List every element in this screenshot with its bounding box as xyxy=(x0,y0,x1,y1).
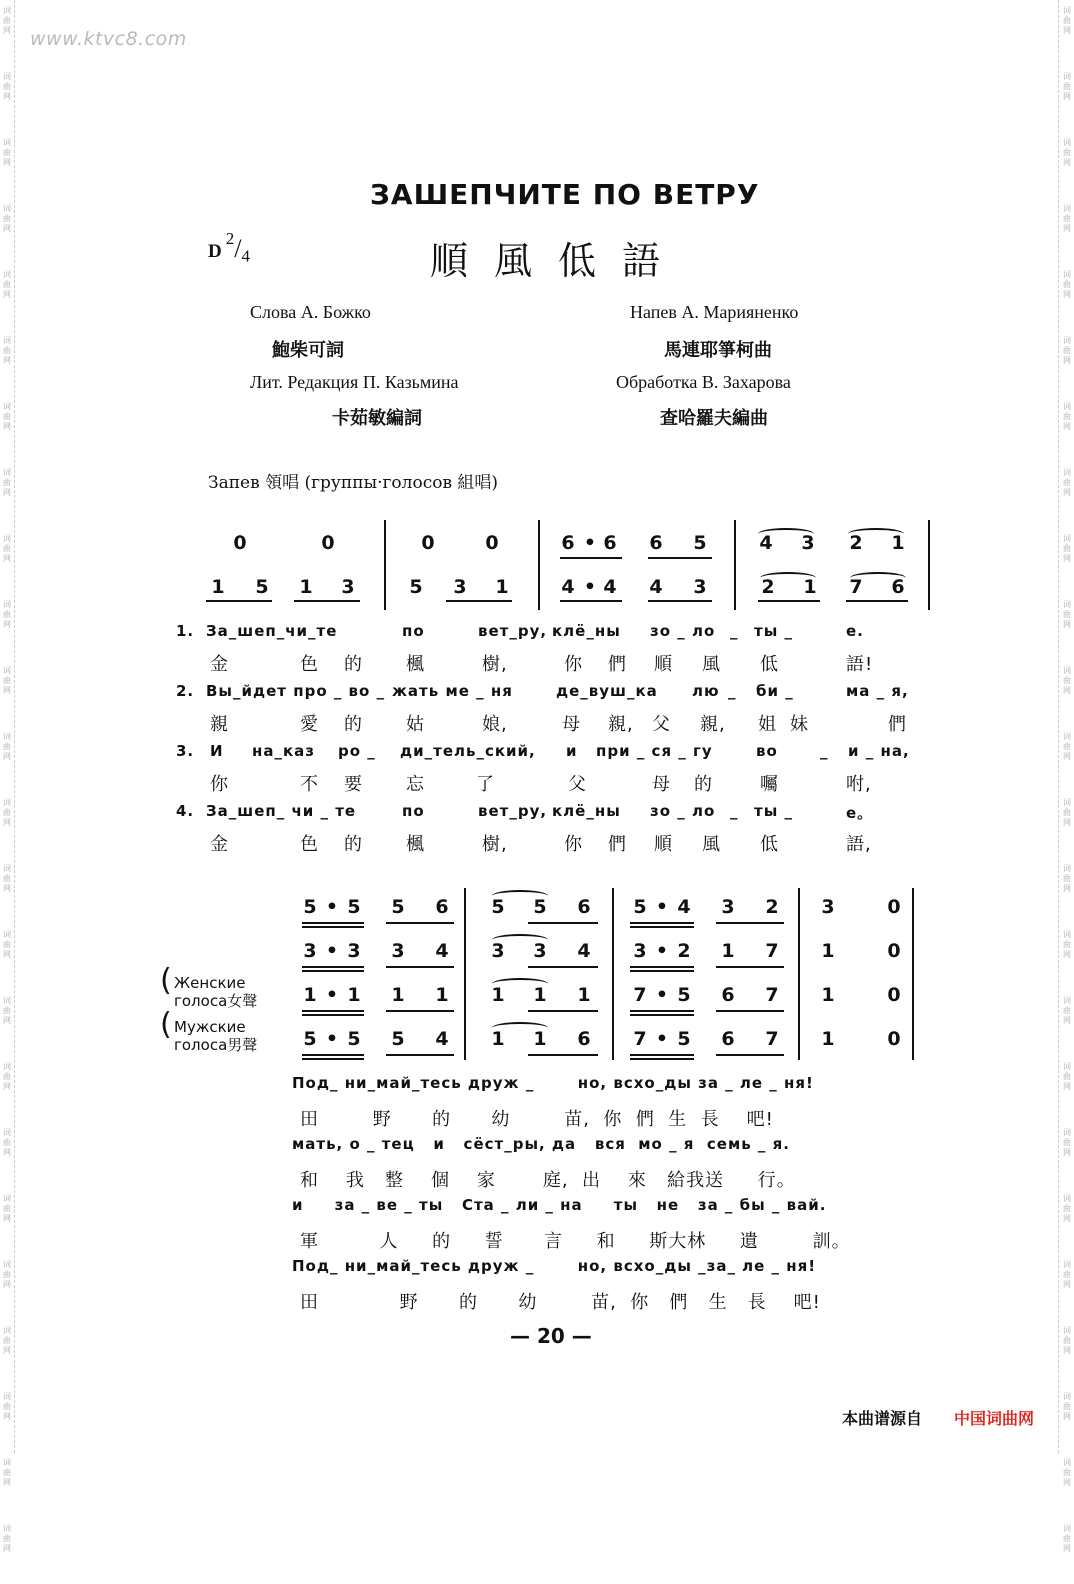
lyric-word-ru: по xyxy=(402,622,425,640)
beat-underline xyxy=(648,600,712,602)
lyric-word-zh: 你 xyxy=(210,774,229,795)
note-lower: 3 xyxy=(453,576,467,598)
note-chord: 1 xyxy=(533,984,547,1006)
verse-number: 1. xyxy=(176,622,195,640)
lyric-word-ru: е。 xyxy=(846,804,874,822)
note-chord: 6 xyxy=(577,896,591,918)
lyric-line-zh: 田 野 的 幼 苗, 你 們 生 長 吧! xyxy=(300,1291,821,1313)
note-lower: 4 xyxy=(561,576,575,598)
beat-underline xyxy=(560,557,622,559)
lyric-word-zh: 風 xyxy=(702,834,721,855)
note-upper: 6 xyxy=(561,532,575,554)
lyric-word-zh: 楓 xyxy=(406,834,425,855)
beat-underline xyxy=(386,966,454,968)
lyric-word-zh: 的 xyxy=(344,834,363,855)
lyric-word-ru: во xyxy=(756,742,778,760)
beat-underline xyxy=(630,1054,694,1056)
female-voices-label: ( Женские голоса女聲 xyxy=(160,963,258,1010)
lyric-word-zh: 金 xyxy=(210,834,229,855)
lyric-word-ru: вет_ру, xyxy=(478,802,548,820)
note-chord: 2 xyxy=(677,940,691,962)
beat-underline xyxy=(630,970,694,972)
verse-number: 3. xyxy=(176,742,195,760)
note-lower: 2 xyxy=(761,576,775,598)
note-chord: 3 xyxy=(533,940,547,962)
tie-arc xyxy=(492,934,548,946)
lyrics-credit-ru: Слова А. Божко xyxy=(250,302,371,322)
source-site: 中国词曲网 xyxy=(954,1409,1035,1428)
note-upper: 3 xyxy=(801,532,815,554)
note-chord: 4 xyxy=(577,940,591,962)
beat-underline xyxy=(560,600,622,602)
title-chinese: 順風低語 xyxy=(430,239,687,283)
note-lower: 3 xyxy=(693,576,707,598)
beat-underline xyxy=(302,970,364,972)
lyric-word-zh: 們 xyxy=(608,654,627,675)
arranger-credit-ru: Обработка В. Захарова xyxy=(616,372,791,392)
lyric-word-zh: 們 xyxy=(608,834,627,855)
note-chord: 6 xyxy=(435,896,449,918)
note-chord: 1 xyxy=(491,1028,505,1050)
barline xyxy=(734,520,736,610)
note-lower: 1 xyxy=(299,576,313,598)
note-chord: 4 xyxy=(435,940,449,962)
tie-arc xyxy=(758,528,814,540)
beat-underline xyxy=(630,926,694,928)
lyric-word-ru: жать ме _ ня xyxy=(392,682,513,700)
lyric-word-ru: е. xyxy=(846,622,864,640)
note-chord: 1 xyxy=(577,984,591,1006)
lyric-word-ru: зо _ ло xyxy=(650,802,716,820)
beat-underline xyxy=(386,1054,454,1056)
lyric-word-ru: ма _ я, xyxy=(846,682,909,700)
beat-underline xyxy=(302,922,364,924)
lit-editor-credit-ru: Лит. Редакция П. Казьмина xyxy=(250,372,459,392)
male-label-ru2: голоса xyxy=(174,1036,228,1054)
section-label: Запев 領唱 (группы·голосов 組唱) xyxy=(208,473,499,493)
note-upper: 0 xyxy=(233,532,247,554)
lyric-word-ru: Вы_йдет про _ во _ xyxy=(206,682,386,700)
note-upper: 5 xyxy=(693,532,707,554)
note-lower: • xyxy=(583,576,597,598)
beat-underline xyxy=(758,600,820,602)
note-lower: 4 xyxy=(649,576,663,598)
note-chord: 3 xyxy=(491,940,505,962)
note-chord: • xyxy=(325,896,339,918)
lyric-word-zh: 的 xyxy=(344,654,363,675)
beat-underline xyxy=(302,1014,364,1016)
note-chord: 5 xyxy=(303,1028,317,1050)
lyric-word-ru: зо _ ло xyxy=(650,622,716,640)
note-lower: 1 xyxy=(495,576,509,598)
note-chord: 4 xyxy=(677,896,691,918)
tie-arc xyxy=(848,528,904,540)
lyric-word-zh: 囑 xyxy=(760,774,779,795)
note-chord: 7 xyxy=(633,984,647,1006)
note-chord: 6 xyxy=(721,984,735,1006)
note-chord: 3 xyxy=(721,896,735,918)
note-chord: 3 xyxy=(347,940,361,962)
note-upper: 0 xyxy=(421,532,435,554)
lyrics-credit-zh: 鮑柴可詞 xyxy=(272,340,344,361)
lyric-line-ru: Под_ ни_май_тесь друж _ но, всхо_ды _за_ ле _ ня! xyxy=(292,1257,817,1275)
note-lower: 6 xyxy=(891,576,905,598)
note-chord: 1 xyxy=(391,984,405,1006)
note-chord: • xyxy=(655,940,669,962)
beat-underline xyxy=(528,1010,598,1012)
lyric-word-zh: 樹, xyxy=(482,654,508,675)
beat-underline xyxy=(630,922,694,924)
lyric-word-zh: 色 xyxy=(300,834,319,855)
beat-underline xyxy=(206,600,272,602)
note-chord: 1 xyxy=(435,984,449,1006)
lyric-word-ru: на_каз xyxy=(252,742,316,760)
lyric-line-zh: 田 野 的 幼 苗, 你 們 生 長 吧! xyxy=(300,1108,774,1130)
note-upper: 0 xyxy=(485,532,499,554)
lyric-word-zh: 樹, xyxy=(482,834,508,855)
barline xyxy=(384,520,386,610)
time-signature: $^2/_4$ xyxy=(225,229,250,266)
note-chord: 6 xyxy=(721,1028,735,1050)
arranger-credit-zh: 查哈羅夫編曲 xyxy=(660,408,768,429)
note-chord: 7 xyxy=(765,984,779,1006)
lyric-word-ru: _ xyxy=(728,682,737,700)
verse-number: 4. xyxy=(176,802,195,820)
note-chord: 3 xyxy=(821,896,835,918)
lyric-word-ru: клё_ны xyxy=(552,622,621,640)
lyric-word-zh: 親, xyxy=(700,714,726,735)
note-lower: 5 xyxy=(255,576,269,598)
note-upper: 4 xyxy=(759,532,773,554)
lyric-word-zh: 們 xyxy=(888,714,907,735)
lyric-word-ru: _ xyxy=(730,622,739,640)
lyric-word-zh: 忘 xyxy=(406,774,425,795)
music-credit-ru: Напев А. Марияненко xyxy=(630,302,799,322)
lyric-word-ru: ты _ xyxy=(754,802,793,820)
beat-underline xyxy=(528,922,598,924)
note-chord: 1 xyxy=(303,984,317,1006)
note-chord: 5 xyxy=(391,1028,405,1050)
note-chord: 5 xyxy=(347,1028,361,1050)
beat-underline xyxy=(302,1058,364,1060)
lyric-word-zh: 姐 xyxy=(758,714,777,735)
lyric-word-ru: За_шеп_ чи _ те xyxy=(206,802,357,820)
barline xyxy=(928,520,930,610)
source-label: 本曲谱源自 xyxy=(842,1409,923,1428)
note-upper: 6 xyxy=(603,532,617,554)
lyric-line-zh: 軍 人 的 誓 言 和 斯大林 遺 訓。 xyxy=(300,1230,851,1252)
lit-editor-credit-zh: 卡茹敏編詞 xyxy=(332,408,422,429)
time-sig-numerator: 2 xyxy=(225,229,235,248)
lyric-word-zh: 風 xyxy=(702,654,721,675)
beat-underline xyxy=(630,1014,694,1016)
note-lower: 7 xyxy=(849,576,863,598)
lyric-word-zh: 母 xyxy=(652,774,671,795)
site-watermark: www.ktvc8.com xyxy=(30,28,187,50)
note-chord: 6 xyxy=(577,1028,591,1050)
barline xyxy=(538,520,540,610)
note-chord: 3 xyxy=(633,940,647,962)
lyric-word-zh: 的 xyxy=(344,714,363,735)
beat-underline xyxy=(528,966,598,968)
note-chord: 0 xyxy=(887,1028,901,1050)
note-chord: • xyxy=(655,1028,669,1050)
beat-underline xyxy=(630,1058,694,1060)
lyric-word-ru: ро _ xyxy=(338,742,376,760)
note-chord: 7 xyxy=(633,1028,647,1050)
key-letter: D xyxy=(208,241,222,262)
left-margin-line xyxy=(14,0,15,1453)
beat-underline xyxy=(648,557,712,559)
right-margin-line xyxy=(1058,0,1059,1453)
note-chord: 1 xyxy=(821,940,835,962)
beat-underline xyxy=(716,966,784,968)
lyric-word-zh: 親 xyxy=(210,714,229,735)
note-chord: • xyxy=(325,940,339,962)
lyric-word-ru: вет_ру, xyxy=(478,622,548,640)
note-lower: 5 xyxy=(409,576,423,598)
beat-underline xyxy=(630,1010,694,1012)
lyric-word-ru: _ xyxy=(730,802,739,820)
note-chord: 1 xyxy=(491,984,505,1006)
lyric-word-zh: 順 xyxy=(654,834,673,855)
lyric-word-zh: 你 xyxy=(564,834,583,855)
note-chord: • xyxy=(325,984,339,1006)
note-upper: 0 xyxy=(321,532,335,554)
lyric-word-ru: де_вуш_ка xyxy=(556,682,658,700)
beat-underline xyxy=(716,922,784,924)
tie-arc xyxy=(492,890,548,902)
lyric-word-zh: 低 xyxy=(760,654,779,675)
male-label-ru: Мужские xyxy=(174,1018,246,1036)
lyric-word-zh: 你 xyxy=(564,654,583,675)
note-upper: 2 xyxy=(849,532,863,554)
lyric-word-zh: 楓 xyxy=(406,654,425,675)
barline xyxy=(798,888,800,1060)
lyric-word-zh: 愛 xyxy=(300,714,319,735)
beat-underline xyxy=(528,1054,598,1056)
note-chord: 1 xyxy=(821,984,835,1006)
lyric-word-zh: 親, xyxy=(608,714,634,735)
slur-arc xyxy=(760,572,816,584)
lyric-line-zh: 和 我 整 個 家 庭, 出 來 給我送 行。 xyxy=(300,1169,796,1191)
lyric-word-zh: 不 xyxy=(300,774,319,795)
note-chord: 4 xyxy=(435,1028,449,1050)
note-chord: 1 xyxy=(347,984,361,1006)
note-chord: 1 xyxy=(533,1028,547,1050)
lyric-word-zh: 語, xyxy=(846,834,872,855)
beat-underline xyxy=(294,600,360,602)
note-chord: 1 xyxy=(821,1028,835,1050)
lyric-word-zh: 的 xyxy=(694,774,713,795)
lyric-word-ru: и _ на, xyxy=(848,742,910,760)
note-chord: 3 xyxy=(303,940,317,962)
lyric-word-zh: 妹 xyxy=(790,714,809,735)
lyric-word-zh: 姑 xyxy=(406,714,425,735)
female-label-ru: Женские xyxy=(174,974,246,992)
beat-underline xyxy=(446,600,512,602)
note-chord: 5 xyxy=(391,896,405,918)
slur-arc xyxy=(850,572,906,584)
note-lower: 1 xyxy=(211,576,225,598)
lyric-word-zh: 父 xyxy=(652,714,671,735)
note-chord: 5 xyxy=(303,896,317,918)
note-chord: 7 xyxy=(765,940,779,962)
lyric-word-ru: би _ xyxy=(756,682,794,700)
note-chord: 7 xyxy=(765,1028,779,1050)
key-signature xyxy=(208,229,250,267)
lyric-word-ru: и xyxy=(566,742,578,760)
lyric-word-zh: 咐, xyxy=(846,774,872,795)
lyric-word-ru: И xyxy=(210,742,224,760)
note-chord: 5 xyxy=(347,896,361,918)
beat-underline xyxy=(716,1010,784,1012)
lyric-word-ru: по xyxy=(402,802,425,820)
lyric-line-ru: Под_ ни_май_тесь друж _ но, всхо_ды за _ ле _ ня! xyxy=(292,1074,814,1092)
lyric-word-zh: 順 xyxy=(654,654,673,675)
left-side-watermark: 词 曲 网 词 曲 网 词 曲 网 词 曲 网 词 曲 网 词 曲 网 词 曲 网 词 曲 网 词 曲 网 词 曲 网 词 曲 网 词 曲 网 词 曲 网 词 曲 网 词 曲 网 词 曲 网 词 曲 网 词 曲 网 词 曲 网 词 曲 网 词 曲 网 词 曲 网 词 曲 网 词 曲 网 xyxy=(3,6,11,1553)
note-lower: 3 xyxy=(341,576,355,598)
note-chord: 0 xyxy=(887,984,901,1006)
note-chord: • xyxy=(325,1028,339,1050)
male-voices-label: ( Мужские голоса男聲 xyxy=(160,1007,258,1054)
lyric-word-zh: 父 xyxy=(568,774,587,795)
note-lower: 4 xyxy=(603,576,617,598)
lyric-word-zh: 語! xyxy=(846,654,874,675)
lyric-word-zh: 低 xyxy=(760,834,779,855)
barline xyxy=(612,888,614,1060)
beat-underline xyxy=(716,1054,784,1056)
note-chord: 0 xyxy=(887,896,901,918)
lyric-word-ru: клё_ны xyxy=(552,802,621,820)
beat-underline xyxy=(302,926,364,928)
note-chord: 5 xyxy=(533,896,547,918)
title-russian: ЗАШЕПЧИТЕ ПО ВЕТРУ xyxy=(370,178,760,211)
female-label-zh: 女聲 xyxy=(227,992,258,1010)
lyric-word-zh: 了 xyxy=(476,774,495,795)
beat-underline xyxy=(386,922,454,924)
music-credit-zh: 馬連耶箏柯曲 xyxy=(664,340,772,361)
lyric-word-ru: _ xyxy=(820,742,829,760)
note-chord: 1 xyxy=(721,940,735,962)
note-chord: 5 xyxy=(633,896,647,918)
note-chord: 3 xyxy=(391,940,405,962)
male-label-zh: 男聲 xyxy=(227,1036,258,1054)
tie-arc xyxy=(492,978,548,990)
lyric-word-ru: ты _ xyxy=(754,622,793,640)
note-upper: 6 xyxy=(649,532,663,554)
lyric-word-ru: лю xyxy=(692,682,720,700)
beat-underline xyxy=(302,966,364,968)
right-side-watermark: 词 曲 网 词 曲 网 词 曲 网 词 曲 网 词 曲 网 词 曲 网 词 曲 网 词 曲 网 词 曲 网 词 曲 网 词 曲 网 词 曲 网 词 曲 网 词 曲 网 词 曲 网 词 曲 网 词 曲 网 词 曲 网 词 曲 网 词 曲 网 词 曲 网 词 曲 网 词 曲 网 词 曲 网 xyxy=(1063,6,1071,1553)
note-chord: 0 xyxy=(887,940,901,962)
beat-underline xyxy=(302,1054,364,1056)
lyric-word-zh: 母 xyxy=(562,714,581,735)
time-sig-denominator: 4 xyxy=(241,246,250,266)
lyric-word-ru: За_шеп_чи_те xyxy=(206,622,338,640)
tie-arc xyxy=(492,1022,548,1034)
barline xyxy=(464,888,466,1060)
note-chord: 5 xyxy=(677,1028,691,1050)
note-chord: • xyxy=(655,896,669,918)
beat-underline xyxy=(630,966,694,968)
lyric-word-zh: 色 xyxy=(300,654,319,675)
lyric-word-zh: 要 xyxy=(344,774,363,795)
note-upper: • xyxy=(583,532,597,554)
lyric-word-zh: 金 xyxy=(210,654,229,675)
beat-underline xyxy=(846,600,908,602)
barline xyxy=(912,888,914,1060)
note-chord: 5 xyxy=(677,984,691,1006)
beat-underline xyxy=(386,1010,454,1012)
verse-number: 2. xyxy=(176,682,195,700)
note-chord: • xyxy=(655,984,669,1006)
note-chord: 2 xyxy=(765,896,779,918)
female-label-ru2: голоса xyxy=(174,992,228,1010)
lyric-line-ru: мать, о _ тец и сёст_ры, да вся мо _ я семь _ я. xyxy=(292,1135,790,1153)
note-chord: 5 xyxy=(491,896,505,918)
lyric-word-zh: 娘, xyxy=(482,714,508,735)
lyric-word-ru: при _ ся _ гу xyxy=(596,742,713,760)
lyric-line-ru: и за _ ве _ ты Ста _ ли _ на ты не за _ бы _ вай. xyxy=(292,1196,827,1214)
note-lower: 1 xyxy=(803,576,817,598)
beat-underline xyxy=(302,1010,364,1012)
lyric-word-ru: ди_тель_ский, xyxy=(400,742,536,760)
note-upper: 1 xyxy=(891,532,905,554)
page-number: — 20 — xyxy=(510,1324,592,1348)
